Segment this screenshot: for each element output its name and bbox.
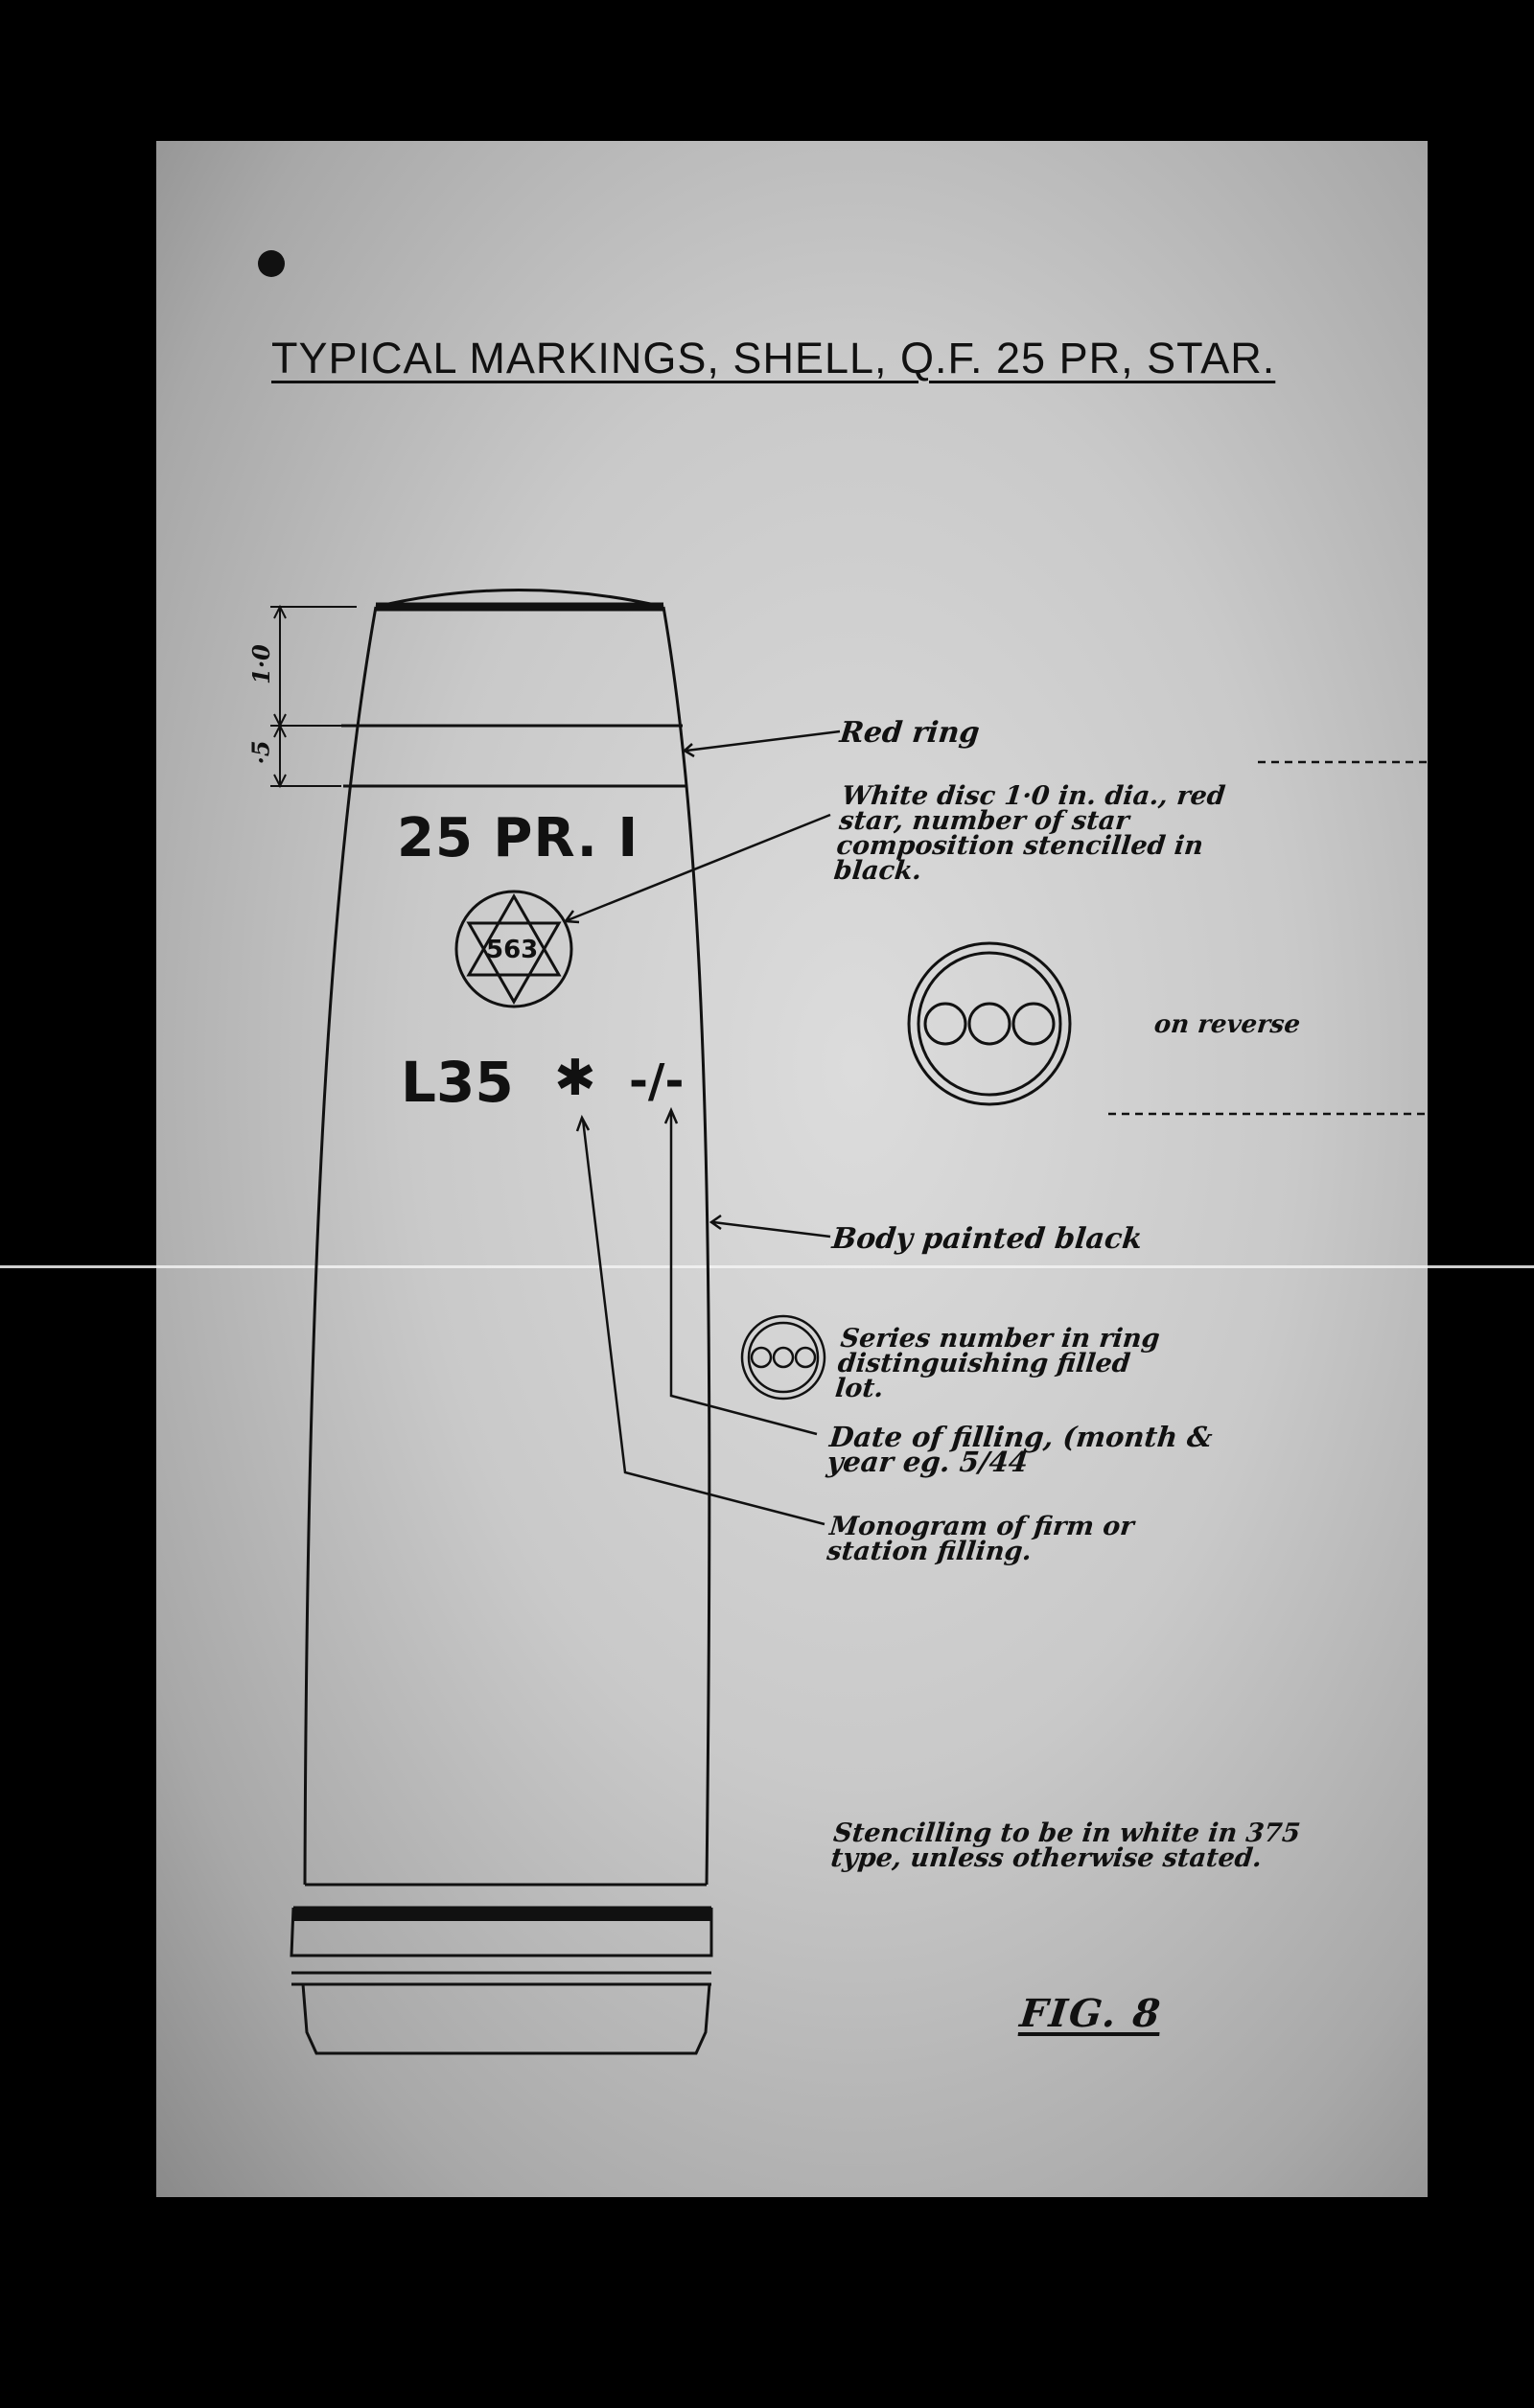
annotation-white-disc: White disc 1·0 in. dia., red star, number of star composition stencilled in black. [832, 781, 1227, 886]
star-composition-number: 563 [486, 936, 539, 964]
dimension-lower-label: ·5 [246, 740, 275, 765]
annotation-red-ring: Red ring [838, 716, 982, 750]
lot-code: L35 [401, 1050, 514, 1115]
annotation-on-reverse: on reverse [1152, 1010, 1302, 1039]
series-ring-small [742, 1316, 825, 1399]
page-title: TYPICAL MARKINGS, SHELL, Q.F. 25 PR, STAR. [271, 334, 1276, 382]
ink-blot [258, 250, 285, 277]
monogram-symbol: ✱ [554, 1050, 596, 1107]
annotation-monogram: Monogram of firm or station filling. [825, 1512, 1136, 1566]
leader-monogram [583, 1120, 825, 1524]
series-ring-large [909, 943, 1070, 1104]
driving-band-stripe [293, 1908, 711, 1921]
leader-body [713, 1222, 830, 1237]
figure-label: FIG. 8 [1017, 1991, 1165, 2036]
annotation-date-of-filling: Date of filling, (month & year eg. 5/44 [825, 1421, 1215, 1478]
date-mark: -/- [629, 1054, 685, 1108]
leader-date [671, 1112, 817, 1434]
dimension-markers [270, 607, 357, 786]
annotation-stencilling-note: Stencilling to be in white in 375 type, unless otherwise stated. [829, 1818, 1302, 1873]
shell-designation: 25 PR. I [397, 807, 639, 869]
annotation-body-painted: Body painted black [830, 1222, 1144, 1256]
annotation-series-number: Series number in ring distinguishing filled lot. [833, 1324, 1162, 1403]
leader-red-ring [686, 731, 840, 751]
dimension-upper-label: 1·0 [246, 644, 275, 684]
